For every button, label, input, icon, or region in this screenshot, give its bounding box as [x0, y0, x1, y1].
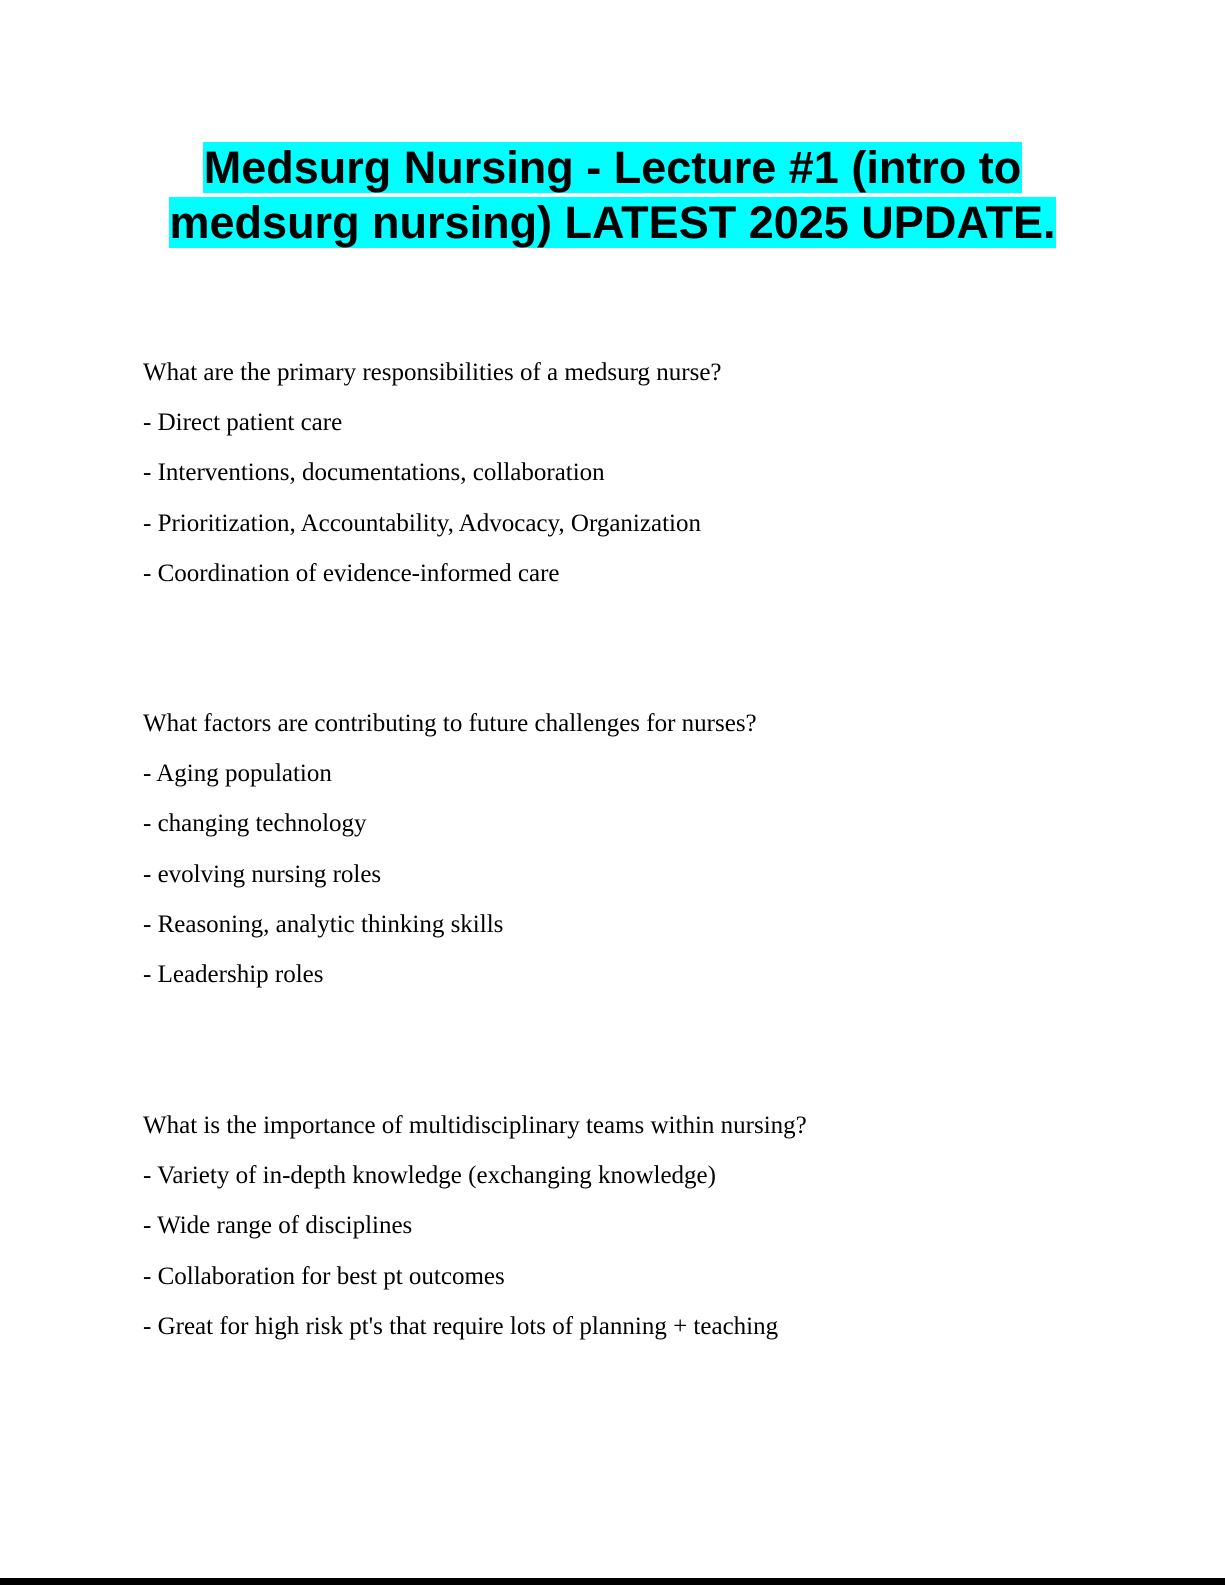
document-title [130, 140, 1095, 250]
section-question: What is the importance of multidisciplinary teams within nursing? [143, 1112, 807, 1139]
section-question: What are the primary responsibilities of a medsurg nurse? [143, 359, 722, 386]
list-item: - Collaboration for best pt outcomes [143, 1262, 505, 1290]
list-item: - Wide range of disciplines [143, 1212, 413, 1240]
title-highlight: Medsurg Nursing - Lecture #1 (intro to medsurg nursing) LATEST 2025 UPDATE. [169, 142, 1056, 248]
list-item: - changing technology [143, 810, 367, 838]
list-item: - Great for high risk pt's that require lots of planning + teaching [143, 1312, 779, 1340]
qa-section-future-challenges [143, 709, 757, 1010]
qa-section-responsibilities [143, 358, 722, 609]
list-item: - Interventions, documentations, collaboration [143, 459, 605, 487]
list-item: - Reasoning, analytic thinking skills [143, 910, 504, 938]
section-question: What factors are contributing to future challenges for nurses? [143, 710, 757, 737]
list-item: - Aging population [143, 760, 332, 788]
list-item: - Coordination of evidence-informed care [143, 559, 560, 587]
qa-section-multidisciplinary-teams [143, 1111, 807, 1362]
list-item: - Leadership roles [143, 960, 324, 988]
list-item: - Variety of in-depth knowledge (exchanging knowledge) [143, 1162, 716, 1190]
list-item: - Direct patient care [143, 409, 343, 437]
page-bottom-border [0, 1578, 1225, 1585]
list-item: - Prioritization, Accountability, Advocacy, Organization [143, 509, 701, 537]
list-item: - evolving nursing roles [143, 860, 382, 888]
